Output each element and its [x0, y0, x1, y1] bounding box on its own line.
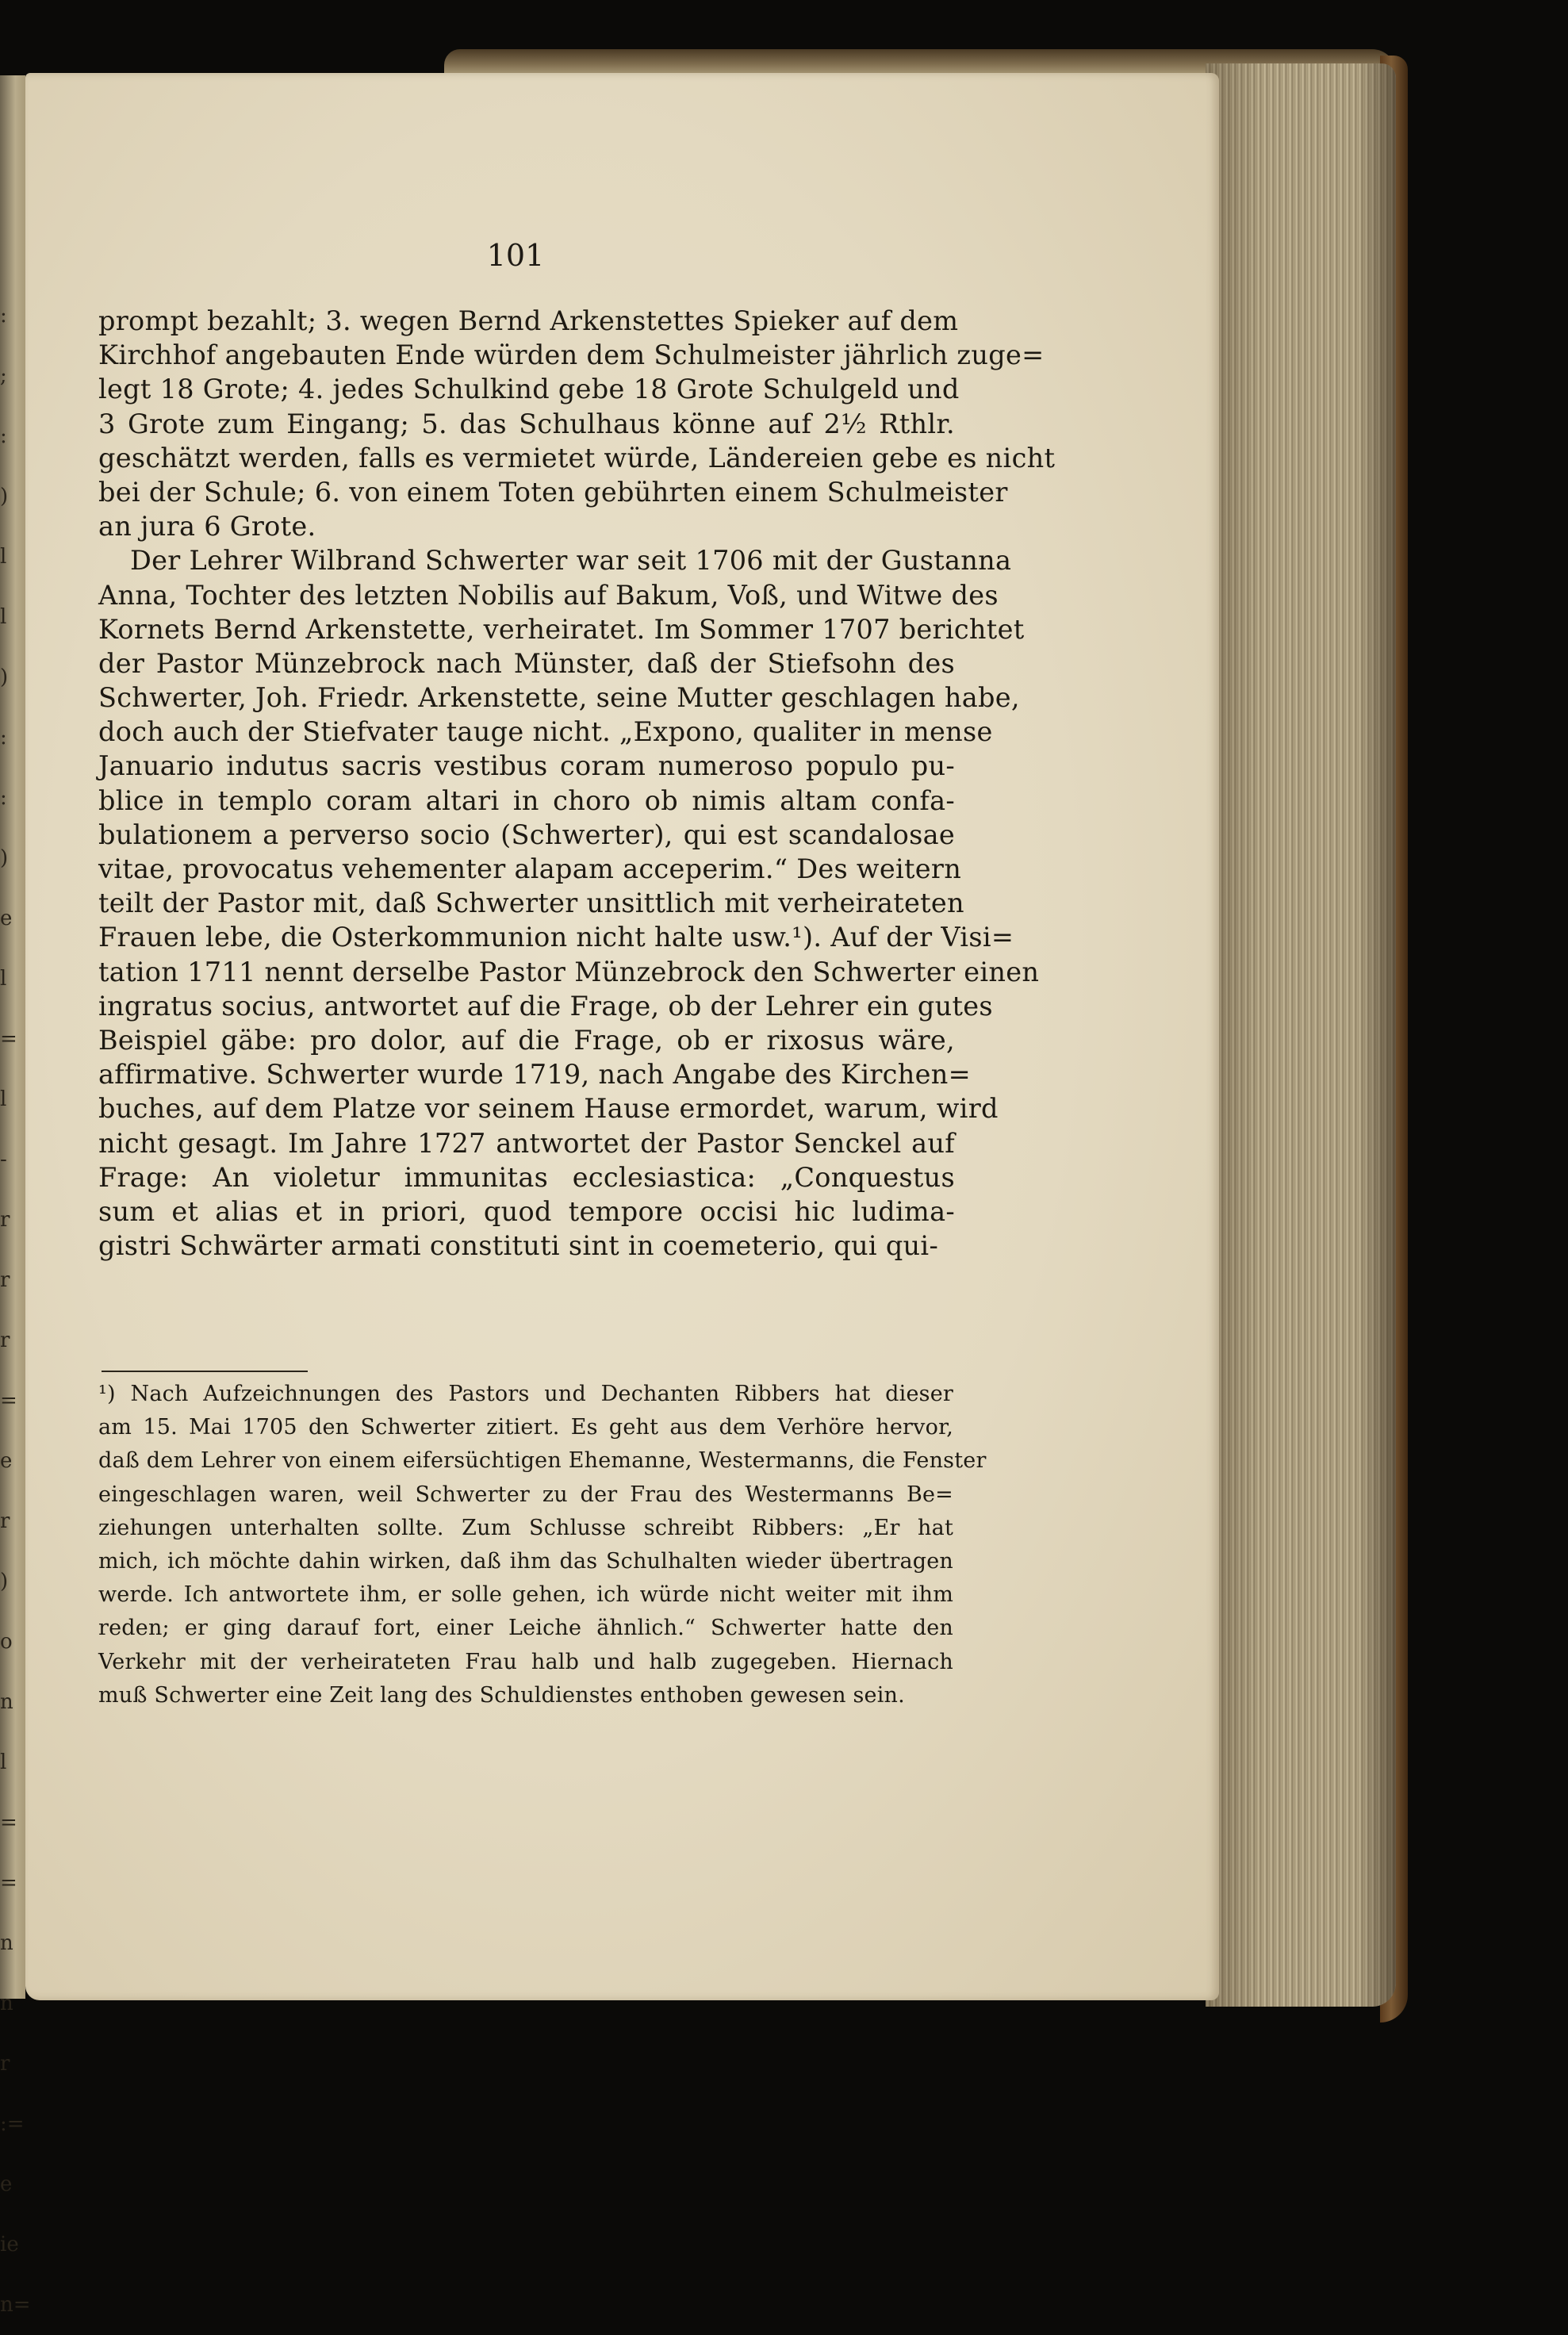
margin-fragment: n — [0, 1690, 13, 1714]
margin-fragment: l — [0, 1087, 7, 1111]
body-text — [98, 304, 1056, 1263]
body-line: Kornets Bernd Arkenstette, verheiratet. Im Sommer 1707 berichtet — [98, 613, 1025, 645]
body-line: buches, auf dem Platze vor seinem Hause ermordet, warum, wird — [98, 1093, 999, 1125]
page-number: 101 — [486, 238, 545, 273]
margin-fragment: r — [0, 1268, 10, 1292]
footnote-line: daß dem Lehrer von einem eifersüchtigen Ehemanne, Westermanns, die Fenster — [98, 1448, 987, 1474]
margin-fragment: := — [0, 2112, 25, 2136]
body-line: gistri Schwärter armati constituti sint in coemeterio, qui qui- — [98, 1230, 939, 1262]
footnote-line: mich, ich möchte dahin wirken, daß ihm das Schulhalten wieder übertragen — [98, 1548, 953, 1574]
margin-fragment: : — [0, 726, 7, 750]
body-line: Januario indutus sacris vestibus coram numeroso populo pu- — [98, 750, 955, 782]
margin-fragment: e — [0, 1449, 13, 1473]
margin-fragment: n — [0, 1931, 13, 1955]
footnote-line: werde. Ich antwortete ihm, er solle gehen, ich würde nicht weiter mit ihm — [98, 1582, 953, 1608]
margin-fragment: n — [0, 1992, 13, 2015]
body-line: Anna, Tochter des letzten Nobilis auf Bakum, Voß, und Witwe des — [98, 579, 999, 611]
body-line: teilt der Pastor mit, daß Schwerter unsittlich mit verheirateten — [98, 888, 964, 919]
margin-fragment: ) — [0, 485, 9, 508]
margin-fragment: e — [0, 2172, 13, 2196]
footnote-line: eingeschlagen waren, weil Schwerter zu der Frau des Westermanns Be= — [98, 1482, 953, 1507]
body-line: sum et alias et in priori, quod tempore occisi hic ludima- — [98, 1195, 955, 1227]
body-line: tation 1711 nennt derselbe Pastor Münzebrock den Schwerter einen — [98, 956, 1040, 987]
body-line: prompt bezahlt; 3. wegen Bernd Arkenstettes Spieker auf dem — [98, 305, 959, 336]
body-line: vitae, provocatus vehementer alapam acceperim.“ Des weitern — [98, 853, 962, 884]
body-line: der Pastor Münzebrock nach Münster, daß der Stiefsohn des — [98, 647, 955, 679]
body-line: affirmative. Schwerter wurde 1719, nach Angabe des Kirchen= — [98, 1059, 971, 1091]
body-line: bei der Schule; 6. von einem Toten gebührten einem Schulmeister — [98, 476, 1008, 508]
body-line: Schwerter, Joh. Friedr. Arkenstette, seine Mutter geschlagen habe, — [98, 682, 1020, 714]
margin-fragment: : — [0, 786, 7, 810]
footnote-line: ziehungen unterhalten sollte. Zum Schlusse schreibt Ribbers: „Er hat — [98, 1515, 953, 1540]
margin-fragment: n= — [0, 2293, 31, 2317]
margin-fragment: l — [0, 605, 7, 629]
margin-fragment: l — [0, 967, 7, 991]
margin-fragment: : — [0, 424, 7, 448]
margin-fragment: - — [0, 1148, 7, 1171]
body-line: Kirchhof angebauten Ende würden dem Schulmeister jährlich zuge= — [98, 339, 1045, 371]
body-line: ingratus socius, antwortet auf die Frage, ob der Lehrer ein gutes — [98, 990, 993, 1022]
margin-fragment: : — [0, 304, 7, 328]
margin-fragment: ) — [0, 846, 9, 870]
footnote-line: muß Schwerter eine Zeit lang des Schuldienstes enthoben gewesen sein. — [98, 1682, 905, 1708]
footnote-line: ¹) Nach Aufzeichnungen des Pastors und Dechanten Ribbers hat dieser — [98, 1382, 953, 1406]
footnote-separator-rule — [102, 1371, 308, 1372]
page-block-shading — [1206, 63, 1396, 2007]
margin-fragment: r — [0, 1208, 10, 1232]
margin-fragment: = — [0, 1871, 17, 1895]
body-line: Der Lehrer Wilbrand Schwerter war seit 1706 mit der Gustanna — [130, 545, 1012, 577]
margin-fragment: e — [0, 907, 13, 930]
margin-fragment: o — [0, 1630, 13, 1654]
body-line: 3 Grote zum Eingang; 5. das Schulhaus könne auf 2½ Rthlr. — [98, 408, 955, 439]
footnote-line: reden; er ging darauf fort, einer Leiche ähnlich.“ Schwerter hatte den — [98, 1616, 953, 1641]
footnote-line: Verkehr mit der verheirateten Frau halb und halb zugegeben. Hiernach — [98, 1649, 953, 1674]
margin-fragment: ) — [0, 665, 9, 689]
margin-fragment: ie — [0, 2233, 19, 2256]
margin-fragment: = — [0, 1811, 17, 1835]
body-line: doch auch der Stiefvater tauge nicht. „Expono, qualiter in mense — [98, 716, 993, 748]
margin-fragment: ; — [0, 364, 7, 388]
left-page-text-fragments — [0, 286, 31, 2317]
body-line: nicht gesagt. Im Jahre 1727 antwortet der Pastor Senckel auf — [98, 1127, 955, 1159]
margin-fragment: ) — [0, 1570, 9, 1593]
margin-fragment: r — [0, 2052, 10, 2076]
margin-fragment: = — [0, 1027, 17, 1051]
body-line: Frage: An violetur immunitas ecclesiastica: „Conquestus — [98, 1161, 955, 1193]
margin-fragment: = — [0, 1389, 17, 1413]
body-line: Frauen lebe, die Osterkommunion nicht halte usw.¹). Auf der Visi= — [98, 922, 1014, 953]
margin-fragment: r — [0, 1509, 10, 1533]
footnote-text — [98, 1378, 987, 1712]
body-line: blice in templo coram altari in choro ob nimis altam confa- — [98, 784, 955, 816]
margin-fragment: l — [0, 1750, 7, 1774]
body-line: geschätzt werden, falls es vermietet würde, Ländereien gebe es nicht — [98, 442, 1056, 474]
body-line: an jura 6 Grote. — [98, 511, 316, 543]
margin-fragment: l — [0, 545, 7, 569]
footnote-line: am 15. Mai 1705 den Schwerter zitiert. Es geht aus dem Verhöre hervor, — [98, 1415, 953, 1440]
body-line: legt 18 Grote; 4. jedes Schulkind gebe 18 Grote Schulgeld und — [98, 374, 960, 405]
body-line: bulationem a perverso socio (Schwerter), qui est scandalosae — [98, 819, 955, 850]
margin-fragment: r — [0, 1329, 10, 1352]
body-line: Beispiel gäbe: pro dolor, auf die Frage, ob er rixosus wäre, — [98, 1024, 955, 1056]
